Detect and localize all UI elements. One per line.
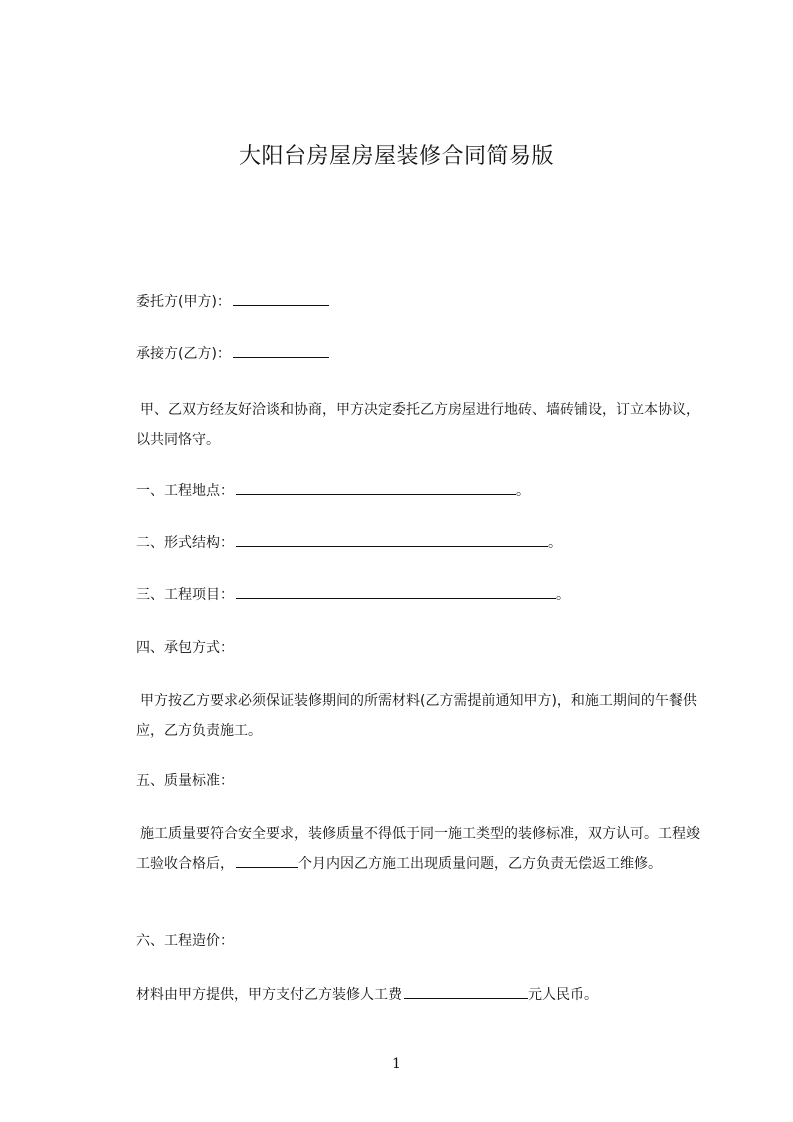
party-b-line	[136, 343, 329, 365]
section-1-blank	[236, 480, 516, 495]
section-5-text	[136, 819, 706, 879]
section-2-blank	[236, 532, 548, 547]
party-b-blank	[233, 343, 329, 358]
page-number: 1	[392, 1056, 401, 1072]
section-6-line	[136, 984, 598, 1006]
section-4-text: 甲方按乙方要求必须保证装修期间的所需材料(乙方需提前通知甲方)，和施工期间的午餐供应，乙方负责施工。	[136, 693, 697, 739]
party-a-blank	[233, 291, 329, 306]
intro-paragraph	[136, 395, 706, 455]
section-5-heading: 五、质量标准：	[136, 773, 234, 789]
section-5-blank	[236, 853, 298, 868]
party-a-line	[136, 291, 329, 313]
section-2-label: 二、形式结构：	[136, 535, 234, 551]
section-3-label: 三、工程项目：	[136, 587, 234, 603]
section-1-line	[136, 480, 530, 502]
section-6-text-b: 元人民币。	[528, 987, 598, 1003]
section-1-label: 一、工程地点：	[136, 483, 234, 499]
section-6-text-a: 材料由甲方提供，甲方支付乙方装修人工费	[136, 987, 402, 1003]
section-5-paragraph	[136, 819, 706, 879]
section-6-heading: 六、工程造价：	[136, 933, 234, 949]
intro-text: 甲、乙双方经友好洽谈和协商，甲方决定委托乙方房屋进行地砖、墙砖铺设，订立本协议，以共同恪守。	[136, 402, 700, 448]
document-title: 大阳台房屋房屋装修合同简易版	[238, 144, 554, 169]
section-6-blank	[404, 984, 528, 999]
section-3-line	[136, 584, 570, 606]
section-2-line	[136, 532, 562, 554]
section-3-end: 。	[556, 587, 570, 603]
section-3-blank	[236, 584, 556, 599]
party-b-label: 承接方(乙方)：	[136, 346, 231, 362]
section-4-heading: 四、承包方式：	[136, 640, 234, 656]
section-4-paragraph	[136, 686, 706, 746]
section-2-end: 。	[548, 535, 562, 551]
party-a-label: 委托方(甲方)：	[136, 294, 231, 310]
section-5-text-b: 个月内因乙方施工出现质量问题，乙方负责无偿返工维修。	[298, 856, 662, 872]
section-1-end: 。	[516, 483, 530, 499]
section-5-text-a: 施工质量要符合安全要求，装修质量不得低于同一施工类型的装修标准，双方认可。工程竣工验收合格后，	[136, 826, 700, 872]
